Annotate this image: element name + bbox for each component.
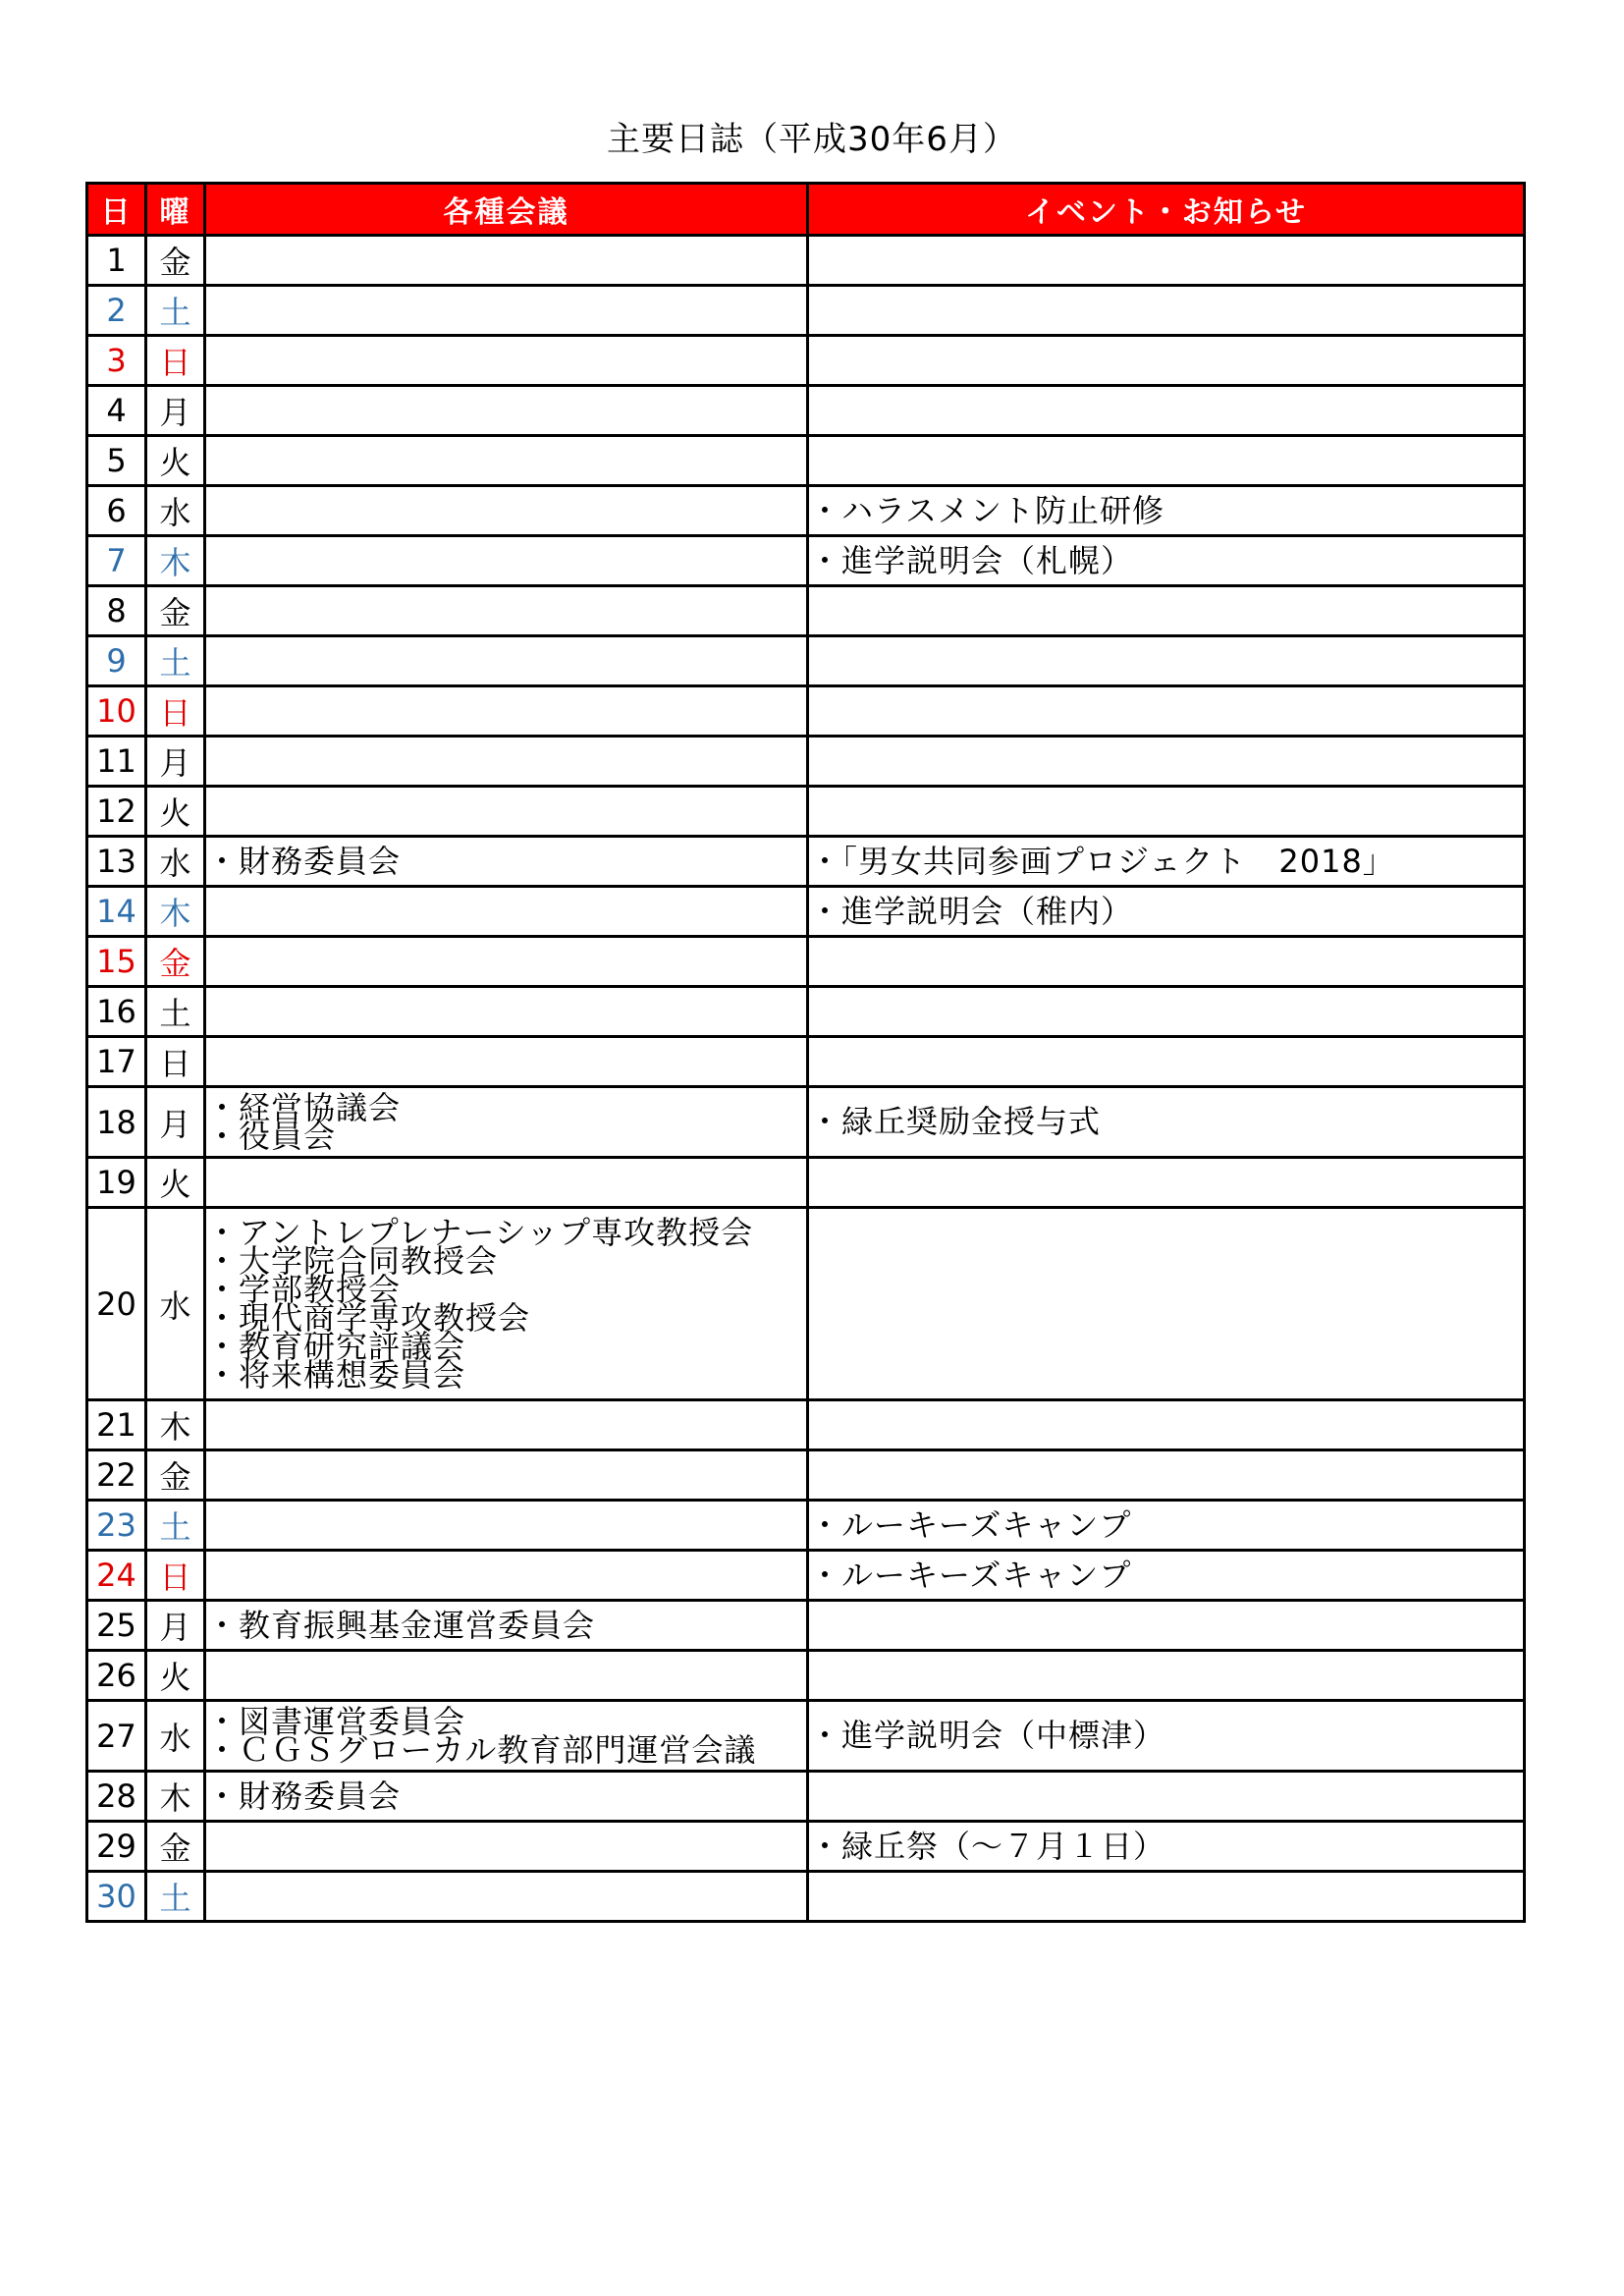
events-cell <box>808 486 1525 536</box>
table-row <box>87 887 1525 937</box>
day-cell: 19 <box>87 1158 146 1208</box>
diary-table <box>85 182 1526 1923</box>
weekday-cell: 火 <box>146 1158 205 1208</box>
events-cell <box>808 1872 1525 1922</box>
meetings-cell <box>205 586 808 636</box>
weekday-cell: 土 <box>146 636 205 686</box>
table-row <box>87 1872 1525 1922</box>
table-row <box>87 787 1525 837</box>
meeting-item: ・教育研究評議会 <box>206 1327 466 1365</box>
table-row <box>87 1501 1525 1551</box>
meeting-item: ・大学院合同教授会 <box>206 1241 499 1280</box>
weekday-cell: 土 <box>146 987 205 1037</box>
header-row <box>87 184 1525 236</box>
weekday-cell: 木 <box>146 1400 205 1450</box>
weekday-cell: 水 <box>146 837 205 887</box>
weekday-cell: 水 <box>146 1208 205 1400</box>
weekday-cell: 木 <box>146 887 205 937</box>
day-cell: 22 <box>87 1450 146 1501</box>
meeting-item: ・学部教授会 <box>206 1270 402 1308</box>
weekday-cell: 火 <box>146 787 205 837</box>
meetings-cell <box>205 1601 808 1651</box>
weekday-cell: 水 <box>146 1701 205 1772</box>
events-cell <box>808 636 1525 686</box>
diary-body <box>87 236 1525 1922</box>
events-cell <box>808 887 1525 937</box>
day-cell: 14 <box>87 887 146 937</box>
event-item: ・進学説明会（中標津） <box>809 1717 1166 1754</box>
day-cell: 26 <box>87 1651 146 1701</box>
table-row <box>87 1822 1525 1872</box>
day-cell: 23 <box>87 1501 146 1551</box>
table-row <box>87 336 1525 386</box>
meeting-item: ・ＣＧＳグローカル教育部門運営会議 <box>206 1730 757 1769</box>
day-cell: 11 <box>87 737 146 787</box>
weekday-cell: 月 <box>146 386 205 436</box>
header-events: イベント・お知らせ <box>808 184 1525 236</box>
table-row <box>87 536 1525 586</box>
meetings-cell <box>205 1772 808 1822</box>
events-cell <box>808 1701 1525 1772</box>
table-row <box>87 586 1525 636</box>
weekday-cell: 土 <box>146 286 205 336</box>
table-row <box>87 837 1525 887</box>
events-cell <box>808 1450 1525 1501</box>
meetings-cell <box>205 1400 808 1450</box>
events-cell <box>808 1651 1525 1701</box>
weekday-cell: 金 <box>146 586 205 636</box>
meeting-item: ・アントレプレナーシップ専攻教授会 <box>206 1213 754 1251</box>
meeting-item: ・財務委員会 <box>206 842 402 880</box>
day-cell: 2 <box>87 286 146 336</box>
day-cell: 29 <box>87 1822 146 1872</box>
day-cell: 7 <box>87 536 146 586</box>
day-cell: 30 <box>87 1872 146 1922</box>
meetings-cell <box>205 1701 808 1772</box>
meeting-item: ・役員会 <box>206 1117 337 1155</box>
event-item: ・進学説明会（札幌） <box>809 541 1134 579</box>
weekday-cell: 月 <box>146 737 205 787</box>
day-cell: 17 <box>87 1037 146 1087</box>
meeting-item: ・財務委員会 <box>206 1777 402 1815</box>
header-meetings: 各種会議 <box>205 184 808 236</box>
meetings-cell <box>205 486 808 536</box>
events-cell <box>808 236 1525 286</box>
event-item: ・緑丘奨励金授与式 <box>809 1103 1102 1140</box>
events-cell <box>808 1158 1525 1208</box>
meetings-cell <box>205 1037 808 1087</box>
events-cell <box>808 586 1525 636</box>
day-cell: 9 <box>87 636 146 686</box>
day-cell: 27 <box>87 1701 146 1772</box>
table-row <box>87 436 1525 486</box>
day-cell: 4 <box>87 386 146 436</box>
meetings-cell <box>205 686 808 737</box>
events-cell <box>808 336 1525 386</box>
day-cell: 6 <box>87 486 146 536</box>
weekday-cell: 日 <box>146 1551 205 1601</box>
day-cell: 25 <box>87 1601 146 1651</box>
weekday-cell: 水 <box>146 486 205 536</box>
table-row <box>87 1158 1525 1208</box>
meetings-cell <box>205 1822 808 1872</box>
table-row <box>87 1601 1525 1651</box>
meeting-item: ・経営協議会 <box>206 1088 402 1126</box>
day-cell: 20 <box>87 1208 146 1400</box>
meeting-item: ・現代商学専攻教授会 <box>206 1298 531 1337</box>
event-item: ・緑丘祭（～７月１日） <box>809 1827 1166 1865</box>
table-row <box>87 1701 1525 1772</box>
weekday-cell: 月 <box>146 1087 205 1158</box>
table-row <box>87 236 1525 286</box>
day-cell: 8 <box>87 586 146 636</box>
day-cell: 18 <box>87 1087 146 1158</box>
meetings-cell <box>205 286 808 336</box>
day-cell: 15 <box>87 937 146 987</box>
event-item: ・ハラスメント防止研修 <box>809 491 1165 529</box>
table-row <box>87 386 1525 436</box>
meetings-cell <box>205 787 808 837</box>
day-cell: 28 <box>87 1772 146 1822</box>
event-item: ・「男女共同参画プロジェクト 2018」 <box>809 842 1395 880</box>
weekday-cell: 木 <box>146 1772 205 1822</box>
day-cell: 10 <box>87 686 146 737</box>
meetings-cell <box>205 1450 808 1501</box>
day-cell: 12 <box>87 787 146 837</box>
table-row <box>87 686 1525 737</box>
event-item: ・進学説明会（稚内） <box>809 892 1134 930</box>
events-cell <box>808 1087 1525 1158</box>
weekday-cell: 日 <box>146 686 205 737</box>
table-row <box>87 1651 1525 1701</box>
events-cell <box>808 686 1525 737</box>
events-cell <box>808 436 1525 486</box>
meetings-cell <box>205 837 808 887</box>
events-cell <box>808 536 1525 586</box>
header-day: 日 <box>87 184 146 236</box>
meeting-item: ・教育振興基金運営委員会 <box>206 1606 596 1644</box>
meeting-item: ・図書運営委員会 <box>206 1702 466 1740</box>
meetings-cell <box>205 236 808 286</box>
table-row <box>87 486 1525 536</box>
events-cell <box>808 1037 1525 1087</box>
meetings-cell <box>205 1158 808 1208</box>
day-cell: 5 <box>87 436 146 486</box>
meetings-cell <box>205 386 808 436</box>
events-cell <box>808 1501 1525 1551</box>
meetings-cell <box>205 536 808 586</box>
events-cell <box>808 286 1525 336</box>
events-cell <box>808 1551 1525 1601</box>
meeting-item: ・将来構想委員会 <box>206 1355 466 1394</box>
table-row <box>87 636 1525 686</box>
events-cell <box>808 787 1525 837</box>
weekday-cell: 月 <box>146 1601 205 1651</box>
table-row <box>87 737 1525 787</box>
events-cell <box>808 1208 1525 1400</box>
meetings-cell <box>205 1872 808 1922</box>
meetings-cell <box>205 1087 808 1158</box>
weekday-cell: 火 <box>146 436 205 486</box>
meetings-cell <box>205 987 808 1037</box>
table-row <box>87 286 1525 336</box>
events-cell <box>808 737 1525 787</box>
events-cell <box>808 937 1525 987</box>
event-item: ・ルーキーズキャンプ <box>809 1505 1132 1544</box>
table-row <box>87 1551 1525 1601</box>
header-weekday: 曜 <box>146 184 205 236</box>
events-cell <box>808 1772 1525 1822</box>
weekday-cell: 土 <box>146 1872 205 1922</box>
day-cell: 13 <box>87 837 146 887</box>
events-cell <box>808 1601 1525 1651</box>
events-cell <box>808 987 1525 1037</box>
meetings-cell <box>205 436 808 486</box>
table-row <box>87 987 1525 1037</box>
page-title: 主要日誌（平成30年6月） <box>607 120 1017 159</box>
meetings-cell <box>205 1551 808 1601</box>
meetings-cell <box>205 1208 808 1400</box>
weekday-cell: 火 <box>146 1651 205 1701</box>
table-row <box>87 1450 1525 1501</box>
weekday-cell: 金 <box>146 1450 205 1501</box>
meetings-cell <box>205 887 808 937</box>
day-cell: 1 <box>87 236 146 286</box>
weekday-cell: 金 <box>146 236 205 286</box>
meetings-cell <box>205 636 808 686</box>
weekday-cell: 木 <box>146 536 205 586</box>
meetings-cell <box>205 737 808 787</box>
weekday-cell: 金 <box>146 937 205 987</box>
table-row <box>87 1087 1525 1158</box>
events-cell <box>808 1400 1525 1450</box>
meetings-cell <box>205 1501 808 1551</box>
day-cell: 21 <box>87 1400 146 1450</box>
weekday-cell: 日 <box>146 336 205 386</box>
day-cell: 24 <box>87 1551 146 1601</box>
table-row <box>87 937 1525 987</box>
table-row <box>87 1772 1525 1822</box>
table-row <box>87 1208 1525 1400</box>
meetings-cell <box>205 937 808 987</box>
table-row <box>87 1400 1525 1450</box>
weekday-cell: 金 <box>146 1822 205 1872</box>
day-cell: 16 <box>87 987 146 1037</box>
table-row <box>87 1037 1525 1087</box>
weekday-cell: 日 <box>146 1037 205 1087</box>
event-item: ・ルーキーズキャンプ <box>809 1556 1132 1594</box>
meetings-cell <box>205 336 808 386</box>
events-cell <box>808 837 1525 887</box>
events-cell <box>808 386 1525 436</box>
meetings-cell <box>205 1651 808 1701</box>
day-cell: 3 <box>87 336 146 386</box>
events-cell <box>808 1822 1525 1872</box>
weekday-cell: 土 <box>146 1501 205 1551</box>
